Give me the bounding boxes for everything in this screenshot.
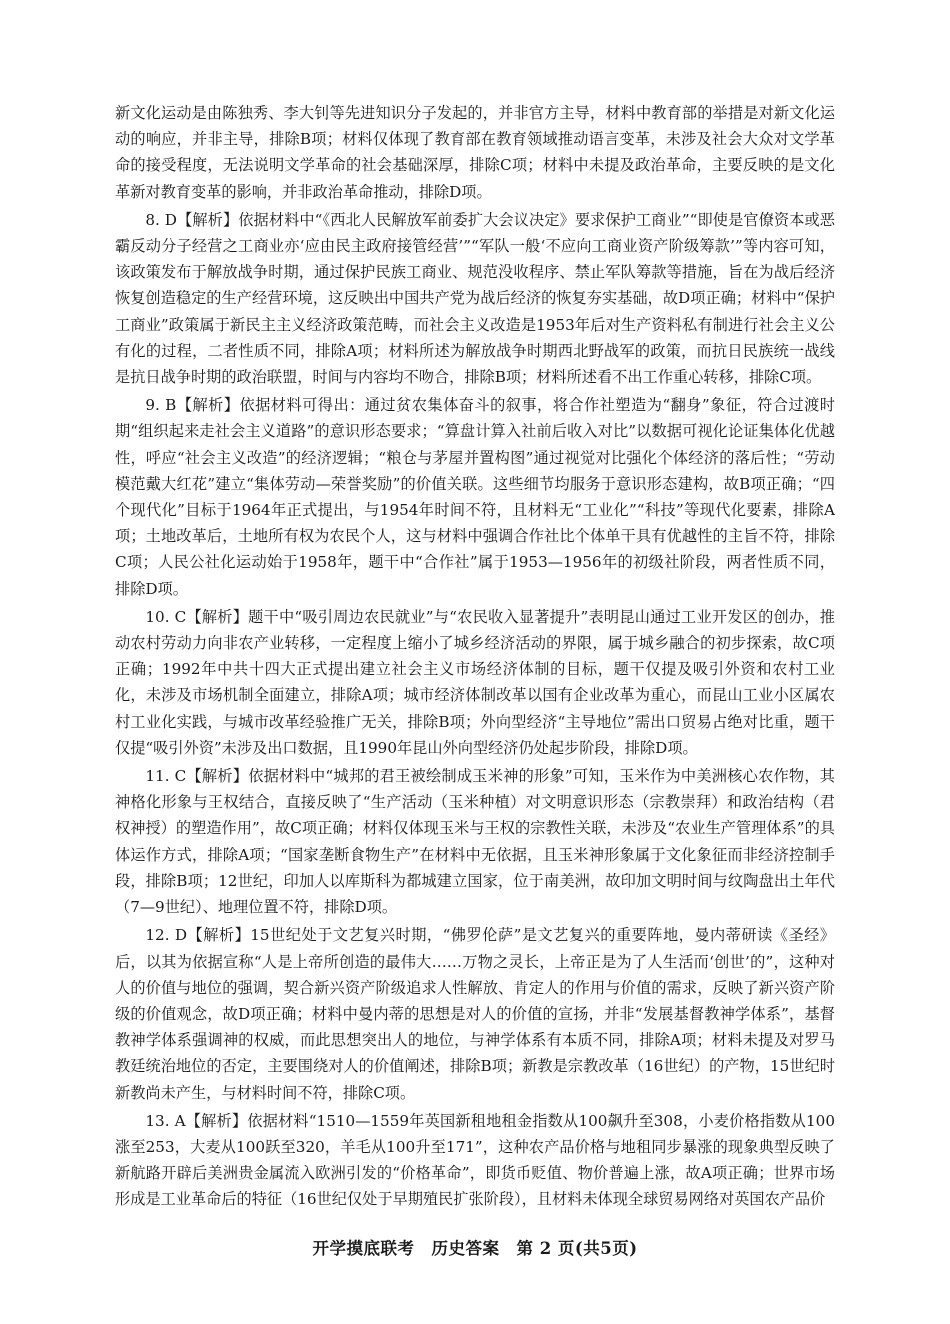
paragraph-7-continued: 新文化运动是由陈独秀、李大钊等先进知识分子发起的，并非官方主导，材料中教育部的举措是对新文化运动的响应，并非主导，排除B项；材料仅体现了教育部在教育领域推动语言变革，未涉及社会大众对文学革命的接受程度，无法说明文学革命的社会基础深厚，排除C项；材料中未提及政治革命，主要反映的是文化革新对教育变革的影响，并非政治革命推动，排除D项。 [115, 104, 835, 201]
answer-8-paragraph: 8. D【解析】依据材料中“《西北人民解放军前委扩大会议决定》要求保护工商业”“即使是官僚资本或恶霸反动分子经营之工商业亦‘应由民主政府接管经营’”“军队一般‘不应向工商业资产阶级筹款’”等内容可知，该政策发布于解放战争时期，通过保护民族工商业、规范没收程序、禁止军队筹款等措施，旨在为战后经济恢复创造稳定的生产经营环境，这反映出中国共产党为战后经济的恢复夯实基础，故D项正确；材料中“保护工商业”政策属于新民主主义经济政策范畴，而社会主义改造是1953年后对生产资料私有制进行社会主义公有化的过程，二者性质不同，排除A项；材料所述为解放战争时期西北野战军的政策，而抗日民族统一战线是抗日战争时期的政治联盟，时间与内容均不吻合，排除B项；材料所述看不出工作重心转移，排除C项。 [115, 210, 835, 387]
answer-11-paragraph: 11. C【解析】依据材料中“城邦的君王被绘制成玉米神的形象”可知，玉米作为中美洲核心农作物，其神格化形象与王权结合，直接反映了“生产活动（玉米种植）对文明意识形态（宗教崇拜）和政治结构（君权神授）的塑造作用”，故C项正确；材料仅体现玉米与王权的宗教性关联，未涉及“农业生产管理体系”的具体运作方式，排除A项；“国家垄断食物生产”在材料中无依据，且玉米神形象属于文化象征而非经济控制手段，排除B项；12世纪，印加人以库斯科为都城建立国家，位于南美洲，故印加文明时间与纹陶盘出土年代（7—9世纪）、地理位置不符，排除D项。 [115, 767, 835, 917]
answer-10-paragraph: 10. C【解析】题干中“吸引周边农民就业”与“农民收入显著提升”表明昆山通过工业开发区的创办，推动农村劳动力向非农产业转移，一定程度上缩小了城乡经济活动的界限，属于城乡融合的初步探索，故C项正确；1992年中共十四大正式提出建立社会主义市场经济体制的目标，题干仅提及吸引外资和农村工业化，未涉及市场机制全面建立，排除A项；城市经济体制改革以国有企业改革为重心，而昆山工业小区属农村工业化实践，与城市改革经验推广无关，排除B项；外向型经济“主导地位”需出口贸易占绝对比重，题干仅提“吸引外资”未涉及出口数据，且1990年昆山外向型经济仍处起步阶段，排除D项。 [115, 607, 835, 757]
page-footer: 开学摸底联考 历史答案 第 2 页(共5页) [312, 1239, 638, 1258]
answer-13-paragraph: 13. A【解析】依据材料“1510—1559年英国新租地租金指数从100飙升至308，小麦价格指数从100涨至253，大麦从100跃至320，羊毛从100升至171”，这种农产品价格与地租同步暴涨的现象典型反映了新航路开辟后美洲贵金属流入欧洲引发的“价格革命”，即货币贬值、物价普遍上涨，故A项正确；世界市场形成是工业革命后的特征（16世纪仅处于早期殖民扩张阶段），且材料未体现全球贸易网络对英国农产品价 [115, 1111, 835, 1209]
answer-9-paragraph: 9. B【解析】依据材料可得出：通过贫农集体奋斗的叙事，将合作社塑造为“翻身”象征，符合过渡时期“组织起来走社会主义道路”的意识形态要求；“算盘计算入社前后收入对比”以数据可视化论证集体化优越性，呼应“社会主义改造”的经济逻辑；“粮仓与茅屋并置构图”通过视觉对比强化个体经济的落后性；“劳动模范戴大红花”建立“集体劳动—荣誉奖励”的价值关联。这些细节均服务于意识形态建构，故B项正确；“四个现代化”目标于1964年正式提出，与1954年时间不符，且材料无“工业化”“科技”等现代化要素，排除A项；土地改革后，土地所有权为农民个人，这与材料中强调合作社比个体单干具有优越性的主旨不符，排除C项；人民公社化运动始于1958年，题干中“合作社”属于1953—1956年的初级社阶段，两者性质不同，排除D项。 [115, 396, 835, 598]
answer-12-paragraph: 12. D【解析】15世纪处于文艺复兴时期，“佛罗伦萨”是文艺复兴的重要阵地，曼内蒂研读《圣经》后，以其为依据宣称“人是上帝所创造的最伟大……万物之灵长，上帝正是为了人生活而‘创世’的”，这种对人的价值与地位的强调，契合新兴资产阶级追求人性解放、肯定人的作用与价值的需求，反映了新兴资产阶级的价值观念，故D项正确；材料中曼内蒂的思想是对人的价值的宣扬，并非“发展基督教神学体系”，基督教神学体系强调神的权威，而此思想突出人的地位，与神学体系有本质不同，排除A项；材料未提及对罗马教廷统治地位的否定，主要围绕对人的价值阐述，排除B项；新教是宗教改革（16世纪）的产物，15世纪时新教尚未产生，与材料时间不符，排除C项。 [115, 926, 835, 1102]
answer-text-body [115, 100, 835, 1215]
